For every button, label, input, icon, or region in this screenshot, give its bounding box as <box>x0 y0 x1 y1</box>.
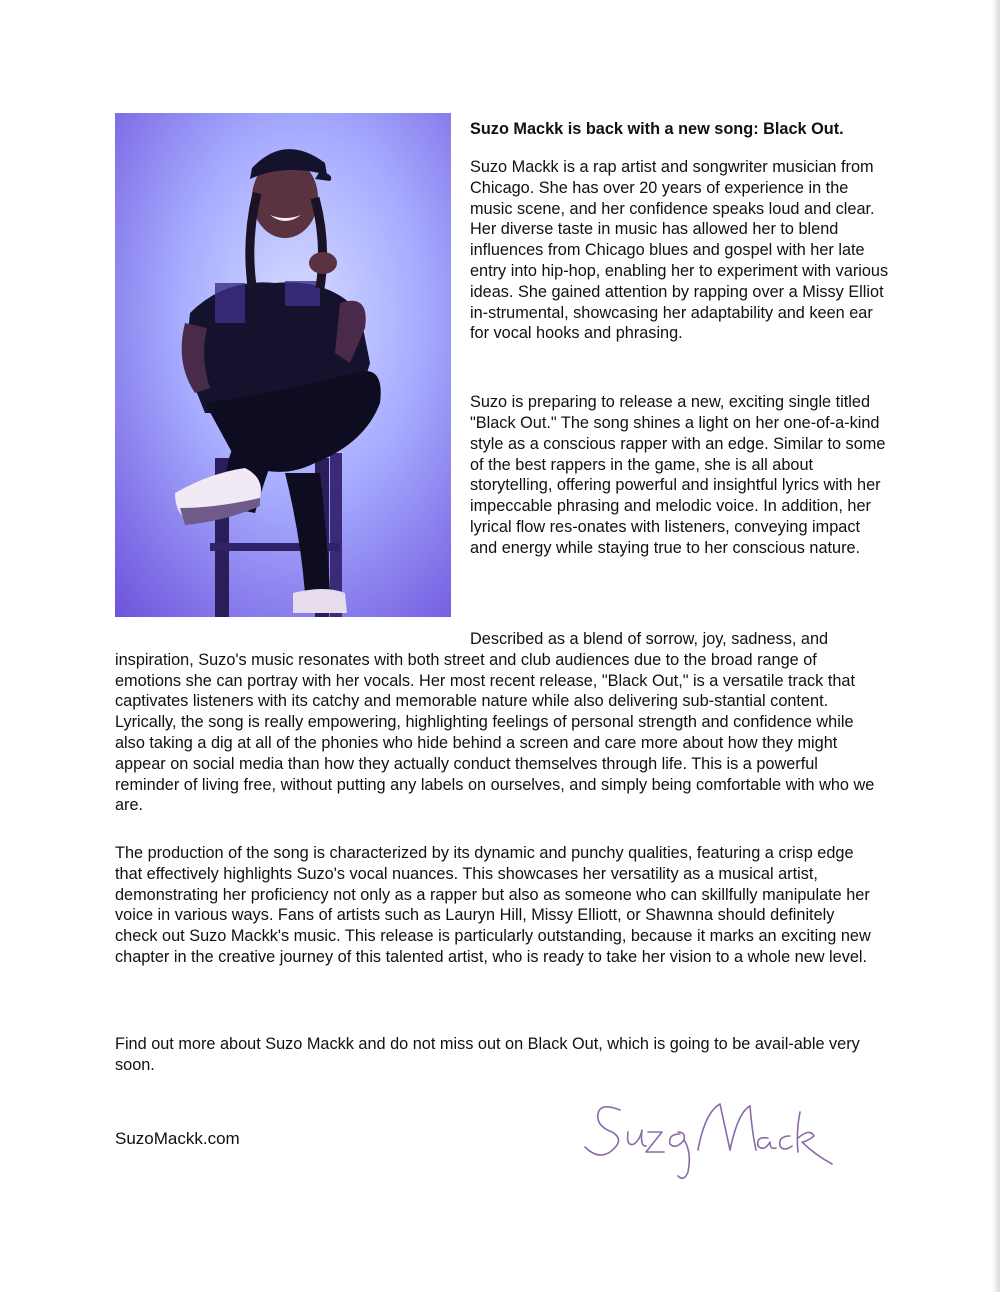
paragraph-description: Described as a blend of sorrow, joy, sadness, and inspiration, Suzo's music resonates with both street and club audiences due to the broad range of emotions she can portray with her vocals. Her most recent release, "Black Out," is a versatile track that captivates listeners with its catchy and memorable nature while also delivering sub-stantial content. Lyrically, the song is really empowering, highlighting feelings of personal strength and confidence while also taking a dig at all of the phonies who hide behind a screen and care more about how they might appear on social media than how they actually conduct themselves through life. This is a powerful reminder of living free, without putting any labels on ourselves, and simply being comfortable with who we are. <box>115 630 875 815</box>
page-edge <box>992 0 1000 1292</box>
paragraph-single: Suzo is preparing to release a new, exciting single titled "Black Out." The song shines a light on her one-of-a-kind style as a conscious rapper with an edge. Similar to some of the best rappers in the game, she is all about storytelling, offering powerful and insightful lyrics with her impeccable phrasing and melodic voice. In addition, her lyrical flow res-onates with listeners, conveying impact and energy while staying true to her conscious nature. <box>470 393 886 557</box>
website-link[interactable]: SuzoMackk.com <box>115 1129 240 1148</box>
artist-photo <box>115 113 451 617</box>
paragraph-intro: Suzo Mackk is a rap artist and songwriter musician from Chicago. She has over 20 years of experience in the music scene, and her confidence speaks loud and clear. Her diverse taste in music has allowed her to blend influences from Chicago blues and gospel with her late entry into hip-hop, enabling her to experiment with various ideas. She gained attention by rapping over a Missy Elliot in-strumental, showcasing her adaptability and keen ear for vocal hooks and phrasing. <box>470 158 889 343</box>
paragraph-production: The production of the song is characterized by its dynamic and punchy qualities, featuring a crisp edge that effectively highlights Suzo's vocal nuances. This showcases her versatility as a musical artist, demonstrating her proficiency not only as a rapper but also as someone who can skillfully manipulate her voice in various ways. Fans of artists such as Lauryn Hill, Missy Elliott, or Shawnna should definitely check out Suzo Mackk's music. This release is particularly outstanding, because it marks an exciting new chapter in the creative journey of this talented artist, who is ready to take her vision to a whole new level. <box>115 844 871 966</box>
headline: Suzo Mackk is back with a new song: Black Out. <box>470 120 844 138</box>
artist-photo-illustration <box>115 113 451 617</box>
paragraph-call-to-action: Find out more about Suzo Mackk and do not miss out on Black Out, which is going to be avail-able very soon. <box>115 1035 860 1074</box>
intro-column <box>470 119 890 559</box>
handwritten-signature <box>580 1092 840 1182</box>
signature-drawing <box>580 1092 840 1182</box>
